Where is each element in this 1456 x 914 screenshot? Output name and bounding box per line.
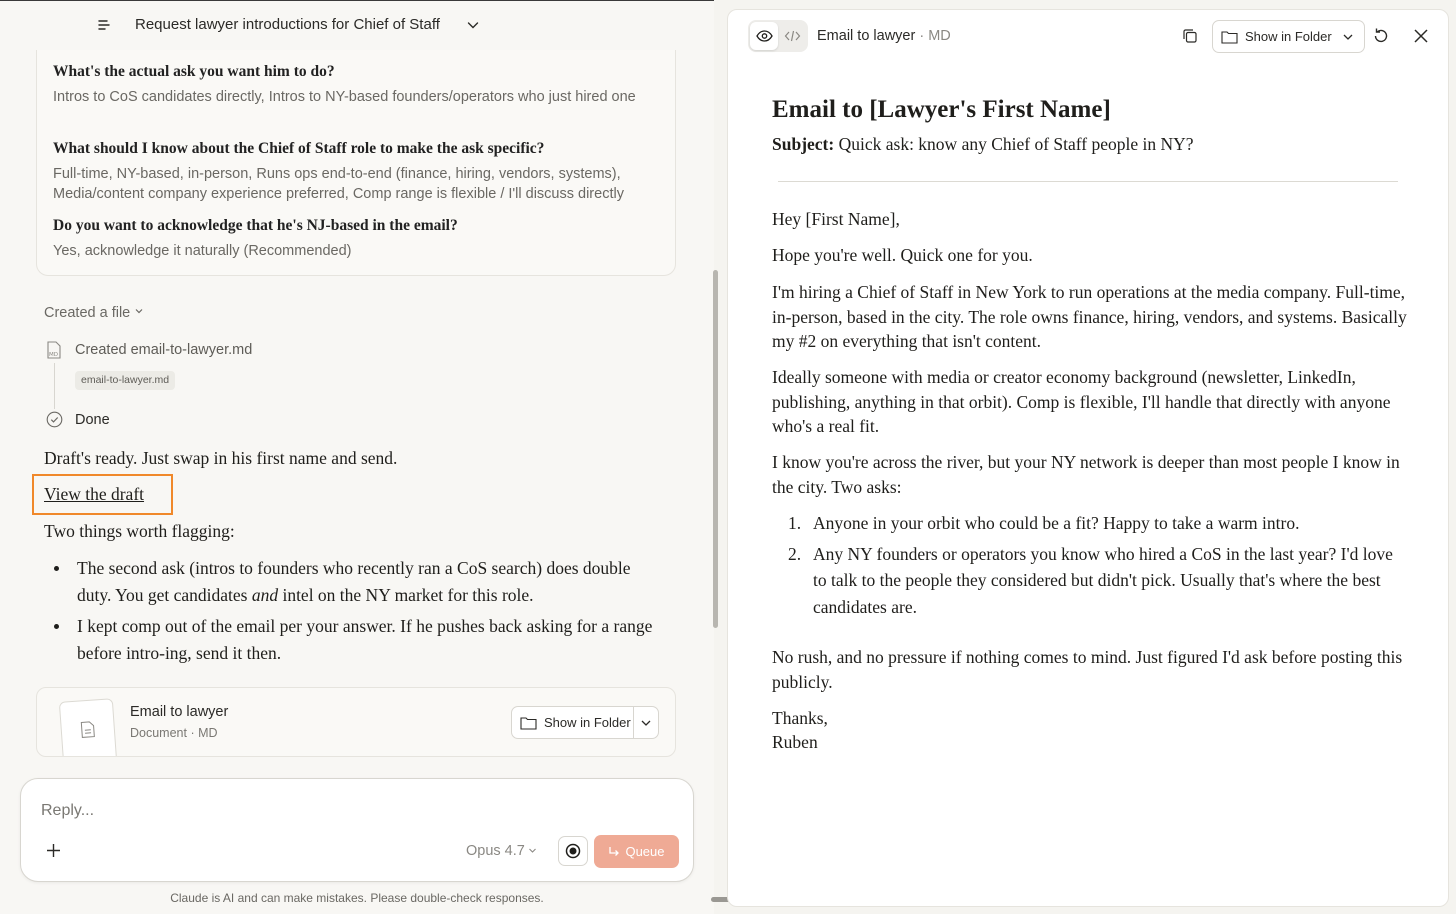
copy-icon[interactable]	[1182, 28, 1198, 44]
queue-label: Queue	[625, 844, 665, 859]
svg-text:MD: MD	[49, 352, 58, 358]
reply-input[interactable]	[41, 802, 641, 820]
list-item: The second ask (intros to founders who recently ran a CoS search) does double duty. You get candidates and intel on the NY market for this role.	[54, 555, 654, 609]
activity-header: Created a file	[44, 305, 131, 321]
file-chip[interactable]: email-to-lawyer.md	[75, 371, 175, 390]
question-1: What's the actual ask you want him to do?	[53, 63, 335, 80]
chevron-down-icon[interactable]	[466, 18, 480, 32]
email-paragraph: I'm hiring a Chief of Staff in New York to run operations at the media company. Full-time, in-person, based in the city. The role owns finance, hiring, vendors, and systems. Basically my #2 on everything that isn't content.	[772, 282, 1407, 351]
answer-1: Intros to CoS candidates directly, Intros to NY-based founders/operators who just hired one	[53, 89, 636, 105]
show-in-folder-button[interactable]	[511, 706, 659, 739]
view-mode-toggle	[748, 20, 808, 52]
document-name: Email to lawyer	[130, 704, 229, 720]
queue-button[interactable]	[594, 835, 679, 868]
record-icon	[559, 837, 587, 865]
chat-header	[0, 0, 714, 50]
timeline-line	[54, 363, 55, 409]
email-heading: Email to [Lawyer's First Name]	[772, 96, 1111, 123]
activity-toggle[interactable]	[44, 305, 144, 321]
show-in-folder-label: Show in Folder	[544, 715, 631, 730]
chat-scrollbar[interactable]	[713, 270, 718, 628]
document-thumbnail	[59, 698, 117, 757]
refresh-icon[interactable]	[1372, 27, 1390, 45]
disclaimer: Claude is AI and can make mistakes. Please double-check responses.	[170, 891, 544, 905]
email-signature: Ruben	[772, 732, 818, 752]
folder-icon	[1221, 30, 1238, 44]
answer-3: Yes, acknowledge it naturally (Recommended)	[53, 243, 352, 259]
chevron-down-icon	[528, 846, 537, 855]
view-draft-link[interactable]: View the draft	[44, 484, 145, 504]
record-button[interactable]	[558, 836, 588, 866]
flag-heading: Two things worth flagging:	[44, 521, 235, 541]
email-paragraph: I know you're across the river, but your NY network is deeper than most people I know in the city. Two asks:	[772, 452, 1400, 497]
chat-pane	[0, 0, 714, 914]
question-3: Do you want to acknowledge that he's NJ-based in the email?	[53, 217, 458, 234]
code-icon	[784, 29, 801, 43]
plus-icon[interactable]	[45, 842, 62, 859]
model-name: Opus 4.7	[466, 843, 525, 859]
email-paragraph: Hope you're well. Quick one for you.	[772, 245, 1033, 265]
chevron-down-icon	[1342, 31, 1354, 43]
email-paragraph: Ideally someone with media or creator economy background (newsletter, LinkedIn, publishing, anything in that orbit). Comp is flexible, I'll handle that directly with anyone who's a real fit.	[772, 367, 1391, 436]
list-item: 1. Anyone in your orbit who could be a fit? Happy to take a warm intro.	[788, 513, 1300, 533]
created-file-line: Created email-to-lawyer.md	[75, 342, 253, 358]
asks-list	[772, 510, 1408, 624]
answer-2: Full-time, NY-based, in-person, Runs ops end-to-end (finance, hiring, vendors, systems), Media/content company experience preferred, Comp range is flexible / I'll discuss directly	[53, 166, 624, 202]
model-selector[interactable]	[466, 843, 537, 859]
document-viewer	[727, 9, 1449, 907]
question-2: What should I know about the Chief of Staff role to make the ask specific?	[53, 140, 545, 157]
viewer-show-in-folder-button[interactable]	[1212, 20, 1348, 53]
sidebar-menu-icon[interactable]	[96, 17, 112, 33]
chevron-down-icon[interactable]	[640, 717, 652, 729]
document-card[interactable]	[36, 687, 676, 757]
email-subject: Subject: Quick ask: know any Chief of Staff people in NY?	[772, 134, 1194, 154]
reply-composer	[20, 778, 694, 882]
eye-icon	[756, 29, 773, 43]
list-item: I kept comp out of the email per your answer. If he pushes back asking for a range before intro-ing, send it then.	[54, 613, 654, 667]
chat-title[interactable]: Request lawyer introductions for Chief of Staff	[135, 16, 440, 33]
chevron-down-icon	[134, 306, 144, 316]
email-greeting: Hey [First Name],	[772, 209, 900, 229]
response-intro: Draft's ready. Just swap in his first name and send.	[44, 448, 398, 468]
done-label: Done	[75, 412, 110, 428]
email-paragraph: No rush, and no pressure if nothing comes to mind. Just figured I'd ask before posting this publicly.	[772, 647, 1403, 692]
preview-mode-button[interactable]	[750, 22, 778, 50]
show-in-folder-label: Show in Folder	[1245, 29, 1332, 44]
email-signoff: Thanks,	[772, 708, 828, 728]
list-item: 2. Any NY founders or operators you know who hired a CoS in the last year? I'd love to talk to the people they considered but didn't pick. Usually that's where the best candidates are.	[788, 543, 1393, 617]
flag-list	[54, 555, 654, 671]
folder-icon	[520, 716, 537, 730]
md-file-icon	[46, 341, 62, 359]
show-in-folder-dropdown[interactable]	[1333, 20, 1365, 53]
divider	[778, 181, 1398, 182]
check-circle-icon	[46, 411, 63, 428]
document-meta: Document · MD	[130, 726, 218, 740]
code-mode-button[interactable]	[778, 22, 806, 50]
document-icon	[80, 721, 95, 739]
return-arrow-icon	[608, 846, 620, 858]
close-icon[interactable]	[1414, 29, 1428, 43]
viewer-title: Email to lawyer · MD	[817, 28, 951, 44]
